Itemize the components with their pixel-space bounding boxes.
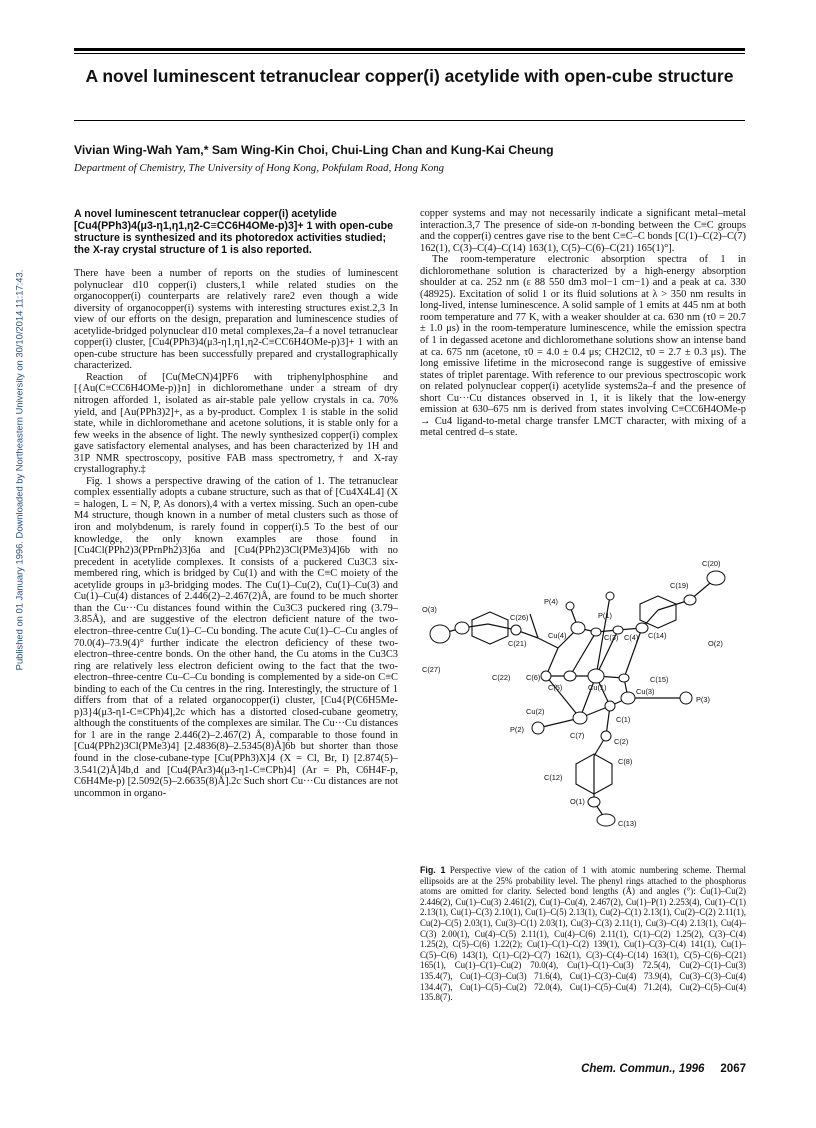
atom-label: O(1) (570, 797, 585, 806)
atom-label: C(3) (604, 633, 619, 642)
affiliation: Department of Chemistry, The University of Hong Kong, Pokfulam Road, Hong Kong (74, 162, 445, 174)
abstract: A novel luminescent tetranuclear copper(i) acetylide [Cu4(PPh3)4(μ3-η1,η1,η2-C≡CC6H4OMe-p)3]+ 1 with open-cube structure is synthesized and its photoredox activities studied; the X-ray crystal structure of 1 is also reported. (74, 208, 394, 256)
body-paragraph-1: There have been a number of reports on the studies of luminescent polynuclear d10 copper(i) clusters,1 while related studies on the organocopper(i) counterparts are relatively rare2 even though a wide diversity of organocopper(i) systems with interesting structures exist.2,3 In view of our efforts on the design, preparation and luminescence studies of acetylide-bridged polynuclear d10 metal complexes,2a–f a novel tetranuclear copper(i) cluster, [Cu4(PPh3)4(μ3-η1,η1,η2-C≡CC6H4OMe-p)3]+ 1 with an open-cube structure has been successfully prepared and crystallographically characterized. (74, 268, 398, 372)
caption-text: Perspective view of the cation of 1 with atomic numbering scheme. Thermal ellipsoids are at the 25% probability level. The phenyl rings attached to the phosphorus atoms are omitted for clarity. Selected bond lengths (Å) and angles (°): Cu(1)–Cu(2) 2.446(2), Cu(1)–Cu(3) 2.461(2), Cu(1)–Cu(4), 2.467(2), Cu(1)–P(1) 2.253(4), Cu(1)–C(1) 2.13(1), Cu(1)–C(3) 2.10(1), Cu(1)–C(5) 2.13(1), Cu(2)–C(1) 2.13(1), Cu(2)–C(2) 2.11(1), Cu(2)–C(5) 2.03(1), Cu(3)–C(1) 2.03(1), Cu(3)–C(3) 2.11(1), Cu(3)–C(4) 2.13(1), Cu(4)–C(3) 2.00(1), Cu(4)–C(5) 2.11(1), Cu(4)–C(6) 2.11(1), C(1)–C(2) 1.25(2), C(3)–C(4) 1.25(2), C(5)–C(6) 1.22(2); Cu(1)–C(1)–C(2) 139(1), Cu(1)–C(3)–C(4) 141(1), Cu(1)–C(5)–C(6) 143(1), C(1)–C(2)–C(7) 162(1), C(3)–C(4)–C(14) 163(1), C(5)–C(6)–C(21) 165(1), Cu(1)–C(1)–Cu(2) 70.0(4), Cu(1)–C(1)–Cu(3) 72.5(4), Cu(2)–C(1)–Cu(3) 135.4(7), Cu(1)–C(3)–Cu(3) 71.6(4), Cu(1)–C(3)–Cu(4) 73.9(4), Cu(3)–C(3)–Cu(4) 134.4(7), Cu(1)–C(5)–Cu(2) 72.0(4), Cu(1)–C(5)–Cu(4) 71.2(4), Cu(2)–C(5)–Cu(4) 135.8(7). (420, 865, 746, 1003)
download-notice-sidebar (12, 270, 26, 670)
atom-label: C(4) (624, 633, 639, 642)
atom-label: C(22) (492, 673, 511, 682)
atom-label: Cu(4) (548, 631, 567, 640)
atom-label: C(19) (670, 581, 689, 590)
atom-label: C(5) (548, 683, 563, 692)
atom-label: C(14) (648, 631, 667, 640)
body-paragraph-3: Fig. 1 shows a perspective drawing of the cation of 1. The tetranuclear complex essentially adopts a cubane structure, such as that of [Cu4X4L4] (X = halogen, L = N, P, As donors),4 with a vertex missing. Such an open-cube M4 structure, though known in a number of metal clusters such as those of iron and molybdenum, is rarely found in copper(i).5 To the best of our knowledge, the only known examples are those found in [Cu4Cl(PPh2)3(PPrnPh2)3]6a and [Cu4(PPh2)3Cl(PMe3)4]6b with no precedent in acetylide complexes. It consists of a puckered Cu3C3 six-membered ring, which is bridged by Cu(1) and with the C≡C moiety of the acetylide groups in μ3-bridging modes. The Cu(1)–Cu(2), Cu(1)–Cu(3) and Cu(1)–Cu(4) distances of 2.446(2)–2.467(2)Å, are found to be much shorter than the Cu···Cu distances found within the Cu3C3 puckered ring (3.79–3.85Å), and are suggestive of the electron deficient nature of the two-electron–three-centre Cu(1)–C–Cu bonding. The acute Cu(1)–C–Cu angles of 70.0(4)–73.9(4)° further indicate the electron deficiency of these two-electron–three-centre bonds. On the other hand, the Cu atoms in the Cu3C3 ring are relatively less electron deficient owing to the fact that the two-electron–three-centre Cu–C–Cu bonding is complemented by a side-on C≡C binding to each of the Cu centres in the ring. Interestingly, the structure of 1 differs from that of a related organocopper(i) cluster, [Cu4{P(C6H5Me-p)3}4(μ3-η1-C≡CPh)4],2c which has a distorted closed-cubane geometry, although the constituents of the complexes are similar. The Cu···Cu distances for 1 are in the range 2.446(2)–2.467(2) Å, comparable to those found in [Cu4(PPh2)3Cl(PMe3)4] [2.4836(8)–2.5345(8)Å]6b but shorter than those found in the close-cubane-type [Cu(PPh3)X]4 (X = Cl, Br, I) [2.874(5)–3.541(2)Å]4b,d and [Cu4(PAr3)4(μ3-η1-C≡CPh)4] (Ar = Ph, C6H4F-p, C6H4Me-p) [2.5092(5)–2.6635(8)Å].2c Such short Cu···Cu distances are not uncommon in organo- (74, 475, 398, 799)
title-rule (74, 120, 745, 121)
atom-label: C(27) (422, 665, 441, 674)
atom-label: C(26) (510, 613, 529, 622)
page-footer (540, 1063, 746, 1075)
right-column (420, 208, 746, 439)
phenyl-ring-left (472, 612, 508, 644)
atom-label: Cu(1) (588, 683, 607, 692)
body-paragraph-5: The room-temperature electronic absorption spectra of 1 in dichloromethane solution is characterized by a high-energy absorption shoulder at ca. 252 nm (ε 88 550 dm3 mol−1 cm−1) and a peak at ca. 330 (48925). Excitation of solid 1 or its fluid solutions at λ > 350 nm results in long-lived, intense luminescence. A solid sample of 1 emits at 445 nm at both room temperature and 77 K, with a weaker shoulder at ca. 630 nm (τ0 = 20.7 ± 1.0 μs) in the room-temperature luminescence, while the emission spectra of 1 in degassed acetone and dichloromethane solutions show an intense band at ca. 675 nm (acetone, τ0 = 4.0 ± 0.4 μs; CH2Cl2, τ0 = 2.7 ± 0.3 μs). The long emissive lifetime in the microsecond range is suggestive of emissive states of triplet parentage. With reference to our previous spectroscopic work on related polynuclear copper(i) acetylide systems2a–f and the presence of short Cu···Cu distances observed in 1, it is likely that the low-energy emission at 630–675 nm is derived from states involving C≡CC6H4OMe-p → Cu4 ligand-to-metal charge transfer LMCT character, with mixing of a metal centred d–s state. (420, 254, 746, 439)
crystal-structure-figure (420, 558, 748, 858)
atom-label: C(8) (618, 757, 633, 766)
atom-label: P(3) (696, 695, 710, 704)
atom-label: O(3) (422, 605, 437, 614)
phenyl-ring-top (640, 596, 676, 628)
atom-label: C(13) (618, 819, 637, 828)
atom-label: C(20) (702, 559, 721, 568)
download-notice-text: Published on 01 January 1996. Downloaded by Northeastern University on 30/10/2014 11:17:43. (13, 269, 25, 671)
top-rule-thick (74, 48, 745, 51)
atom-label: C(2) (614, 737, 629, 746)
thermal-ellipsoids (430, 571, 725, 826)
journal-citation: Chem. Commun., 1996 (581, 1063, 705, 1075)
atom-label: P(4) (544, 597, 558, 606)
atom-label: C(15) (650, 675, 669, 684)
atom-label: P(2) (510, 725, 524, 734)
atom-label: C(6) (526, 673, 541, 682)
top-rule-thin (74, 53, 745, 54)
body-paragraph-2: Reaction of [Cu(MeCN)4]PF6 with triphenylphosphine and [{Au(C≡CC6H4OMe-p)}n] in dichloromethane under a stream of dry nitrogen afforded 1, isolated as air-stable pale yellow crystals in ca. 70% yield, and [Au(PPh3)2]+, as a by-product. Complex 1 is stable in the solid state, while in dichloromethane and acetone solutions, it is stable only for a few weeks in the absence of light. The newly synthesized copper(i) complex gave satisfactory elemental analyses, and has been characterized by 1H and 31P NMR spectroscopy, positive FAB mass spectrometry,† and X-ray crystallography.‡ (74, 371, 398, 476)
figure-caption (420, 865, 746, 1003)
author-list: Vivian Wing-Wah Yam,* Sam Wing-Kin Choi, Chui-Ling Chan and Kung-Kai Cheung (74, 143, 554, 157)
atom-label: C(12) (544, 773, 563, 782)
atom-label: C(7) (570, 731, 585, 740)
atom-label: Cu(2) (526, 707, 545, 716)
left-column (74, 208, 398, 799)
atom-label: Cu(3) (636, 687, 655, 696)
bond-lines (440, 578, 716, 820)
body-paragraph-4: copper systems and may not necessarily indicate a significant metal–metal interaction.3,7 The presence of side-on π-bonding between the C≡C groups and the copper(i) centres gave rise to the bent C≡C–C bonds [C(1)–C(2)–C(7) 162(1), C(3)–C(4)–C(14) 163(1), C(5)–C(6)–C(21) 165(1)°]. (420, 208, 746, 254)
caption-label: Fig. 1 (420, 865, 446, 875)
page-number: 2067 (720, 1063, 746, 1075)
atom-labels (422, 559, 723, 828)
atom-label: P(1) (598, 611, 612, 620)
atom-label: C(21) (508, 639, 527, 648)
atom-label: C(1) (616, 715, 631, 724)
article-title: A novel luminescent tetranuclear copper(i) acetylide with open-cube structure (85, 66, 734, 86)
atom-label: O(2) (708, 639, 723, 648)
